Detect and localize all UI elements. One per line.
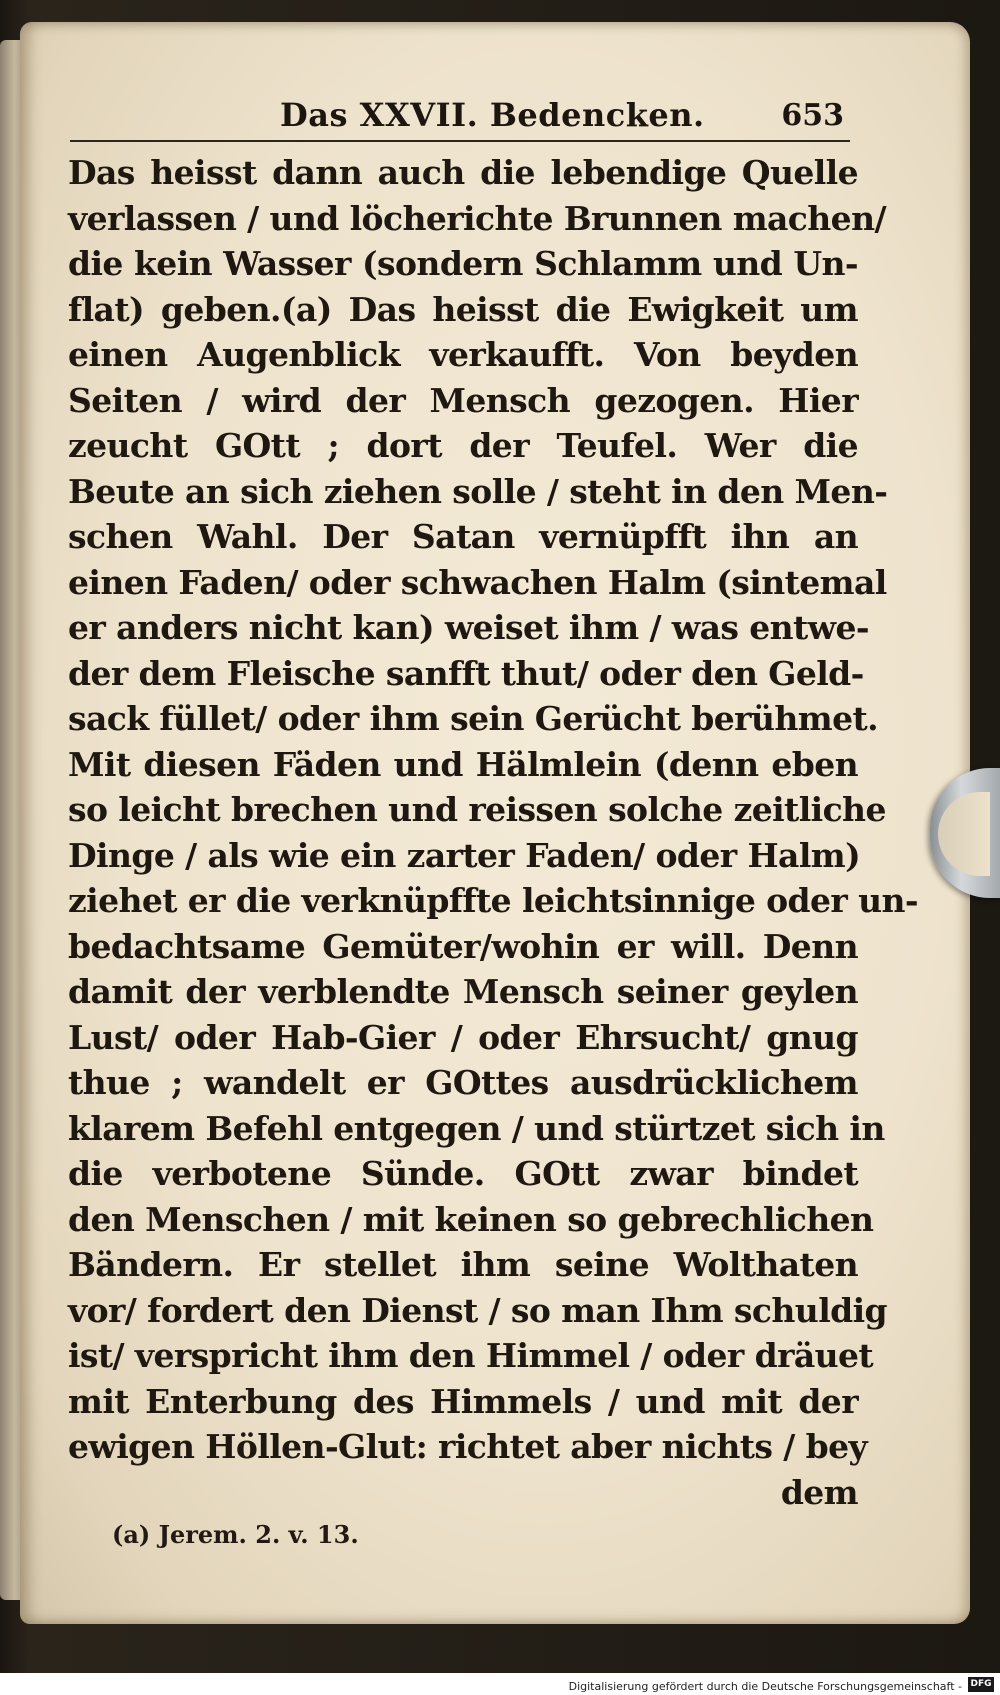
text-line: thue ; wandelt er GOttes ausdrücklichem	[68, 1063, 858, 1102]
body-text	[68, 150, 918, 1515]
text-line: schen Wahl. Der Satan vernüpfft ihn an	[68, 517, 858, 556]
text-line: damit der verblendte Mensch seiner geylen	[68, 972, 858, 1011]
footnote: (a) Jerem. 2. v. 13.	[112, 1520, 359, 1549]
text-line: mit Enterbung des Himmels / und mit der	[68, 1381, 858, 1421]
text-line: den Menschen / mit keinen so gebrechlichen	[68, 1199, 874, 1239]
text-line: ist/ verspricht ihm den Himmel / oder dräuet	[68, 1336, 874, 1375]
running-title: Das XXVII. Bedencken.	[280, 96, 705, 134]
text-line: klarem Befehl entgegen / und stürtzet sich in	[68, 1108, 885, 1148]
text-line: die verbotene Sünde. GOtt zwar bindet	[68, 1154, 858, 1193]
text-line: Seiten / wird der Mensch gezogen. Hier	[68, 380, 858, 420]
text-line: so leicht brechen und reissen solche zeitliche	[68, 790, 886, 829]
text-line: er anders nicht kan) weiset ihm / was entwe-	[68, 608, 869, 647]
text-line: Bändern. Er stellet ihm seine Wolthaten	[68, 1245, 858, 1284]
funding-credit: Digitalisierung gefördert durch die Deutsche Forschungsgemeinschaft -	[568, 1680, 962, 1693]
text-line: zeucht GOtt ; dort der Teufel. Wer die	[68, 426, 858, 465]
text-line: ewigen Höllen-Glut: richtet aber nichts / bey	[68, 1427, 868, 1466]
dfg-logo-icon: DFG	[968, 1677, 994, 1692]
text-line: einen Faden/ oder schwachen Halm (sintemal	[68, 562, 887, 602]
page-number: 653	[781, 98, 844, 133]
page-header	[70, 90, 850, 142]
text-line: Dinge / als wie ein zarter Faden/ oder Halm)	[68, 835, 861, 875]
text-line: ziehet er die verknüpffte leichtsinnige oder un-	[68, 881, 918, 920]
text-line: vor/ fordert den Dienst / so man Ihm schuldig	[68, 1290, 888, 1330]
digitization-footer	[0, 1673, 1000, 1695]
text-line: Beute an sich ziehen solle / steht in den Men-	[68, 471, 888, 511]
text-line: Das heisst dann auch die lebendige Quelle	[68, 153, 858, 192]
text-line: der dem Fleische sanfft thut/ oder den Geld-	[68, 653, 864, 693]
text-line: die kein Wasser (sondern Schlamm und Un-	[68, 244, 858, 283]
text-line: Lust/ oder Hab-Gier / oder Ehrsucht/ gnug	[68, 1017, 858, 1057]
text-line: Mit diesen Fäden und Hälmlein (denn eben	[68, 744, 858, 784]
text-line: flat) geben.(a) Das heisst die Ewigkeit um	[68, 289, 858, 329]
text-line: sack füllet/ oder ihm sein Gerücht berühmet.	[68, 699, 878, 738]
catchword: dem	[780, 1472, 858, 1512]
text-line: bedachtsame Gemüter/wohin er will. Denn	[68, 926, 858, 966]
text-line: verlassen / und löcherichte Brunnen machen/	[68, 198, 886, 238]
text-line: einen Augenblick verkaufft. Von beyden	[68, 335, 858, 374]
